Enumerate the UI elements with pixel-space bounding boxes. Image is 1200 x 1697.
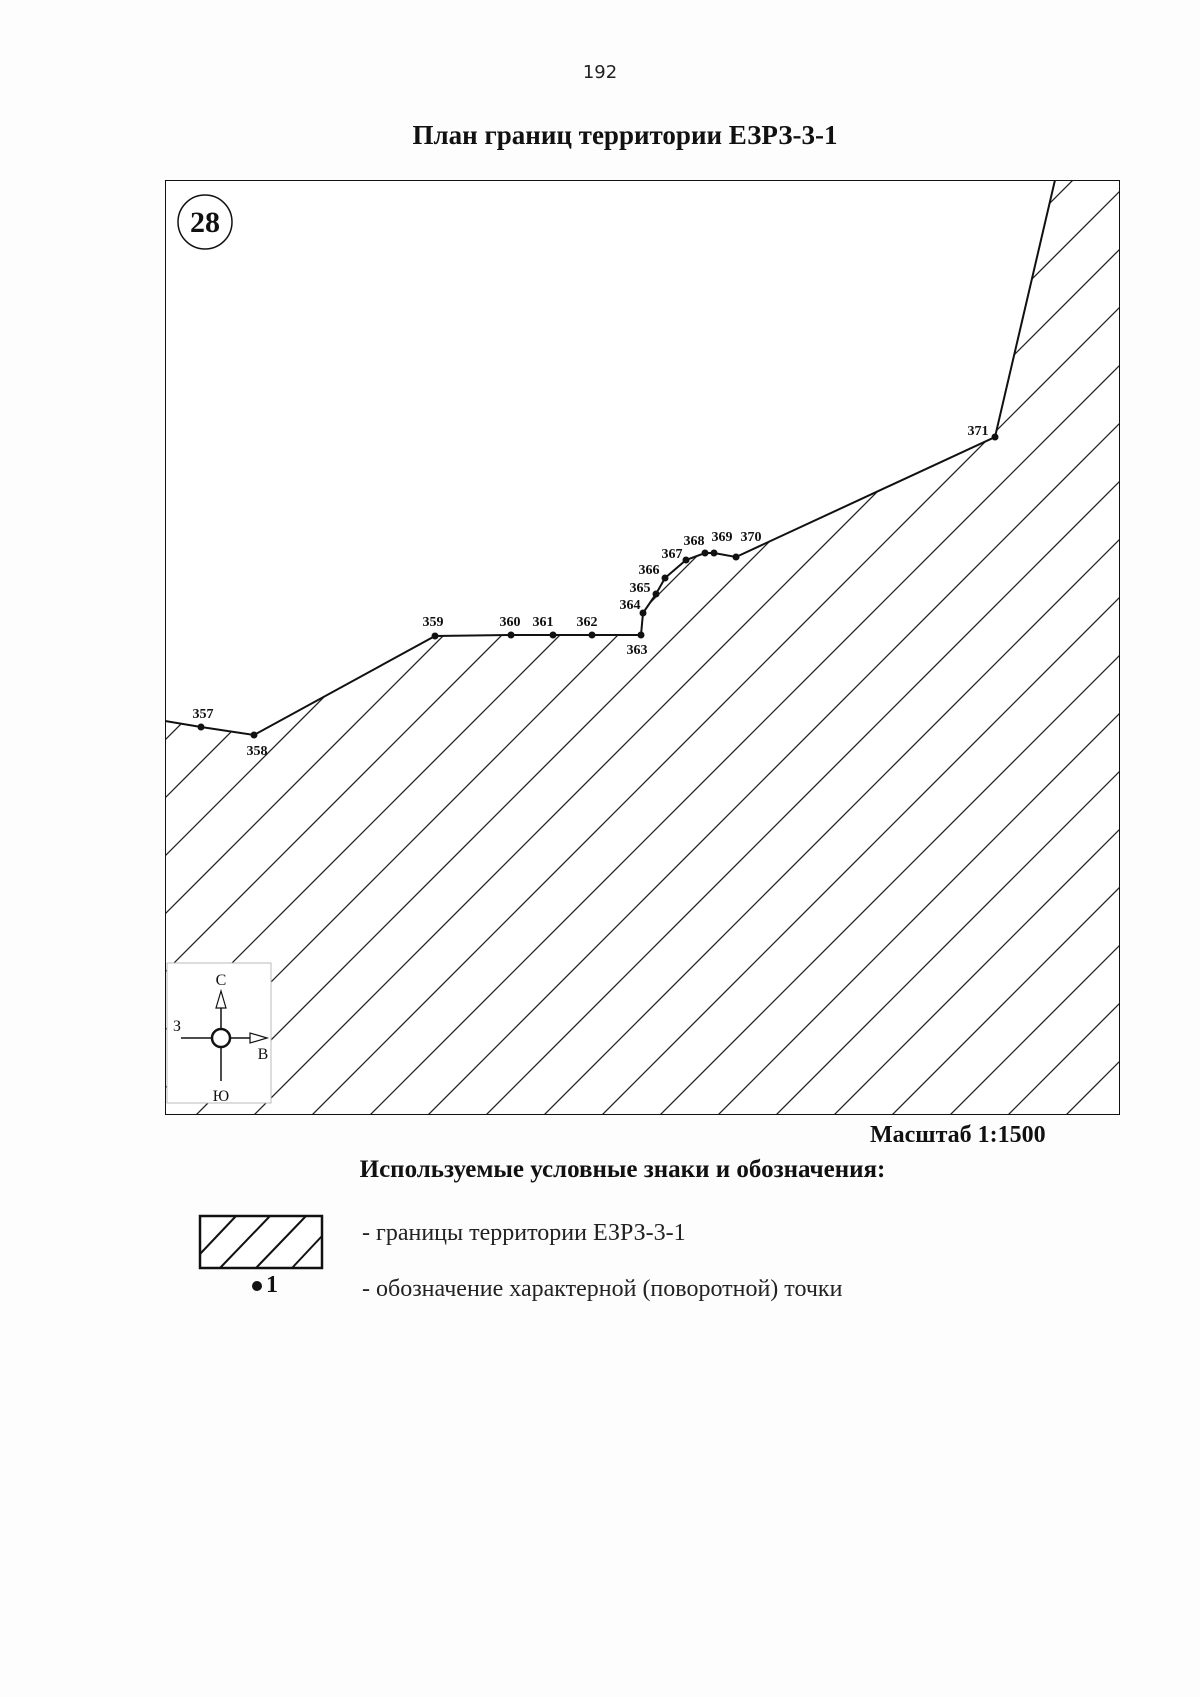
compass-east-label: В bbox=[257, 1046, 269, 1063]
boundary-point-label: 363 bbox=[626, 643, 648, 658]
legend-hatch-text: - границы территории ЕЗРЗ-3-1 bbox=[362, 1220, 686, 1246]
boundary-point-marker bbox=[198, 724, 205, 731]
compass-south-label: Ю bbox=[212, 1088, 230, 1105]
boundary-point-label: 364 bbox=[619, 598, 641, 613]
boundary-point-label: 362 bbox=[576, 615, 598, 630]
point-dot-icon bbox=[252, 1281, 262, 1291]
boundary-point-label: 359 bbox=[422, 615, 444, 630]
boundary-point-marker bbox=[653, 591, 660, 598]
boundary-point-marker bbox=[638, 632, 645, 639]
boundary-point-label: 367 bbox=[661, 547, 683, 562]
boundary-point-label: 371 bbox=[967, 424, 989, 439]
boundary-point-label: 357 bbox=[192, 707, 214, 722]
sheet-number: 28 bbox=[190, 206, 220, 239]
boundary-point-marker bbox=[733, 554, 740, 561]
page-number: 192 bbox=[582, 62, 618, 83]
boundary-point-label: 368 bbox=[683, 534, 705, 549]
boundary-point-label: 370 bbox=[740, 530, 762, 545]
boundary-point-marker bbox=[702, 550, 709, 557]
legend-point-text: - обозначение характерной (поворотной) точки bbox=[362, 1276, 843, 1302]
boundary-point-marker bbox=[640, 610, 647, 617]
compass-west-label: З bbox=[172, 1018, 182, 1035]
boundary-point-marker bbox=[662, 575, 669, 582]
legend-hatch-swatch bbox=[198, 1214, 324, 1270]
scale-label: Масштаб 1:1500 bbox=[870, 1122, 1046, 1148]
boundary-point-label: 358 bbox=[246, 744, 268, 759]
boundary-point-label: 366 bbox=[638, 563, 660, 578]
boundary-point-marker bbox=[508, 632, 515, 639]
boundary-map bbox=[165, 180, 1120, 1115]
boundary-point-marker bbox=[683, 557, 690, 564]
legend-title: Используемые условные знаки и обозначения: bbox=[359, 1156, 886, 1183]
boundary-point-label: 369 bbox=[711, 530, 733, 545]
compass-rose bbox=[167, 963, 271, 1105]
boundary-point-marker bbox=[992, 434, 999, 441]
legend-point-number: 1 bbox=[266, 1272, 278, 1298]
boundary-point-marker bbox=[550, 632, 557, 639]
map-title: План границ территории ЕЗРЗ-3-1 bbox=[412, 120, 838, 150]
sheet-number-badge bbox=[178, 195, 232, 249]
boundary-point-marker bbox=[589, 632, 596, 639]
legend-point-symbol bbox=[252, 1272, 278, 1299]
boundary-point-label: 365 bbox=[629, 581, 651, 596]
boundary-point-label: 361 bbox=[532, 615, 554, 630]
boundary-point-marker bbox=[251, 732, 258, 739]
boundary-point-label: 360 bbox=[499, 615, 521, 630]
boundary-point-marker bbox=[711, 550, 718, 557]
compass-north-label: С bbox=[215, 972, 227, 989]
boundary-point-marker bbox=[432, 633, 439, 640]
